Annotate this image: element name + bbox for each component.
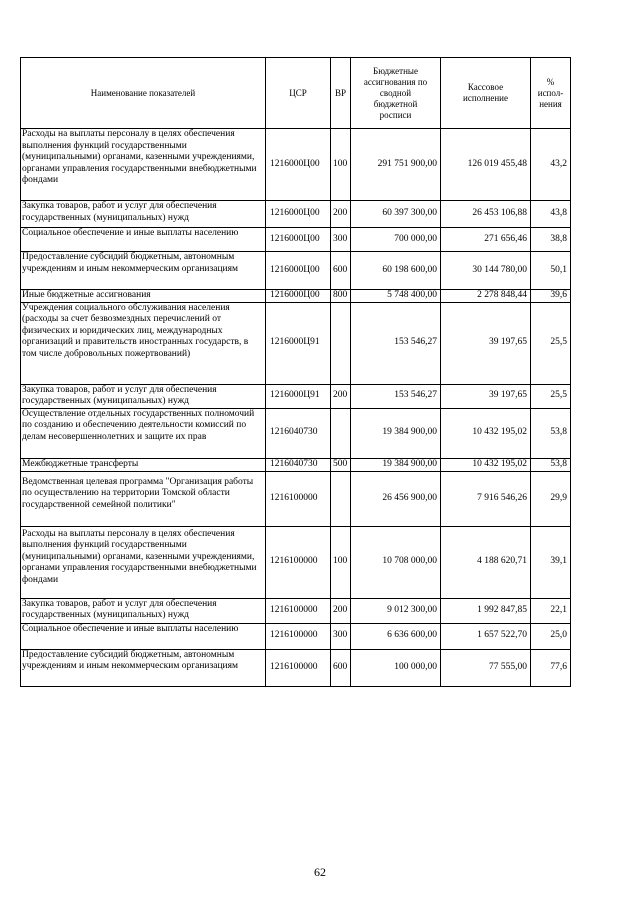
- table-row: [21, 623, 571, 649]
- header-percent: [531, 58, 571, 129]
- table-row: [21, 290, 571, 303]
- row-assignments: 60 397 300,00: [351, 201, 441, 228]
- row-name: Осуществление отдельных государственных полномочий по созданию и обеспечению деятельности комиссий по делам несовершеннолетних и защите их прав: [21, 408, 266, 458]
- row-csr: 1216100000: [266, 649, 331, 686]
- table-row: [21, 302, 571, 384]
- row-csr: 1216000Ц00: [266, 228, 331, 252]
- header-percent-line: нения: [539, 98, 562, 109]
- row-assignments: 19 384 900,00: [351, 408, 441, 458]
- row-percent: 43,2: [531, 129, 571, 201]
- row-cash: 39 197,65: [441, 384, 531, 408]
- row-name: Предоставление субсидий бюджетным, автономным учреждениям и иным некоммерческим организациям: [21, 649, 266, 686]
- header-assignments-line: бюджетной: [373, 98, 418, 109]
- row-percent: 39,6: [531, 290, 571, 303]
- budget-execution-table: [20, 57, 571, 687]
- row-assignments: 291 751 900,00: [351, 129, 441, 201]
- row-csr: 1216100000: [266, 623, 331, 649]
- row-vr: 600: [331, 252, 351, 290]
- header-cash-line: исполнение: [463, 93, 508, 103]
- row-assignments: 60 198 600,00: [351, 252, 441, 290]
- table-row: [21, 649, 571, 686]
- row-cash: 30 144 780,00: [441, 252, 531, 290]
- row-percent: 39,1: [531, 526, 571, 598]
- row-vr: [331, 471, 351, 526]
- row-vr: [331, 408, 351, 458]
- row-vr: 200: [331, 598, 351, 623]
- page-number: 62: [314, 865, 326, 879]
- header-assignments: [351, 58, 441, 129]
- row-name: Закупка товаров, работ и услуг для обеспечения государственных (муниципальных) нужд: [21, 598, 266, 623]
- row-csr: 1216000Ц00: [266, 252, 331, 290]
- row-assignments: 153 546,27: [351, 384, 441, 408]
- row-csr: 1216000Ц91: [266, 384, 331, 408]
- table-row: [21, 526, 571, 598]
- header-assignments-line: сводной: [379, 87, 412, 98]
- table-row: [21, 471, 571, 526]
- row-vr: 300: [331, 623, 351, 649]
- row-assignments: 5 748 400,00: [351, 290, 441, 303]
- header-cash-line: Кассовое: [467, 82, 504, 92]
- row-vr: 200: [331, 384, 351, 408]
- header-assignments-line: росписи: [379, 109, 412, 120]
- table-row: [21, 252, 571, 290]
- row-cash: 4 188 620,71: [441, 526, 531, 598]
- row-percent: 25,5: [531, 302, 571, 384]
- table-row: [21, 458, 571, 471]
- row-name: Предоставление субсидий бюджетным, автономным учреждениям и иным некоммерческим организациям: [21, 252, 266, 290]
- table-row: [21, 201, 571, 228]
- row-csr: 1216040730: [266, 458, 331, 471]
- row-percent: 77,6: [531, 649, 571, 686]
- row-csr: 1216000Ц00: [266, 201, 331, 228]
- row-vr: 500: [331, 458, 351, 471]
- row-percent: 22,1: [531, 598, 571, 623]
- row-name: Закупка товаров, работ и услуг для обеспечения государственных (муниципальных) нужд: [21, 384, 266, 408]
- row-assignments: 26 456 900,00: [351, 471, 441, 526]
- row-percent: 50,1: [531, 252, 571, 290]
- row-vr: 800: [331, 290, 351, 303]
- row-vr: 300: [331, 228, 351, 252]
- row-vr: 100: [331, 526, 351, 598]
- header-cash: [441, 58, 531, 129]
- row-cash: 2 278 848,44: [441, 290, 531, 303]
- row-cash: 126 019 455,48: [441, 129, 531, 201]
- row-name: Социальное обеспечение и иные выплаты населению: [21, 623, 266, 649]
- header-percent-line: % испол-: [537, 76, 564, 98]
- row-name: Учреждения социального обслуживания населения (расходы за счет безвозмездных перечислений от физических и юридических лиц, международных организаций и правительств иностранных государств, в том числе добровольных пожертвований): [21, 302, 266, 384]
- table-row: [21, 598, 571, 623]
- row-assignments: 153 546,27: [351, 302, 441, 384]
- row-cash: 77 555,00: [441, 649, 531, 686]
- table-row: [21, 129, 571, 201]
- row-csr: 1216100000: [266, 598, 331, 623]
- row-name: Социальное обеспечение и иные выплаты населению: [21, 228, 266, 252]
- row-vr: 200: [331, 201, 351, 228]
- row-csr: 1216040730: [266, 408, 331, 458]
- row-name: Расходы на выплаты персоналу в целях обеспечения выполнения функций государственными (муниципальными) органами, казенными учреждениями, органами управления государственными внебюджетными фондами: [21, 129, 266, 201]
- row-csr: 1216000Ц00: [266, 290, 331, 303]
- row-assignments: 10 708 000,00: [351, 526, 441, 598]
- row-cash: 271 656,46: [441, 228, 531, 252]
- row-assignments: 19 384 900,00: [351, 458, 441, 471]
- row-cash: 1 657 522,70: [441, 623, 531, 649]
- row-csr: 1216000Ц91: [266, 302, 331, 384]
- table-row: [21, 384, 571, 408]
- table-row: [21, 408, 571, 458]
- row-name: Расходы на выплаты персоналу в целях обеспечения выполнения функций государственными (муниципальными) органами, казенными учреждениями, органами управления государственными внебюджетными фондами: [21, 526, 266, 598]
- header-csr: ЦСР: [266, 58, 331, 129]
- row-cash: 26 453 106,88: [441, 201, 531, 228]
- row-assignments: 6 636 600,00: [351, 623, 441, 649]
- row-cash: 10 432 195,02: [441, 458, 531, 471]
- header-name: Наименование показателей: [21, 58, 266, 129]
- row-vr: 600: [331, 649, 351, 686]
- row-cash: 7 916 546,26: [441, 471, 531, 526]
- header-assignments-line: Бюджетные: [373, 65, 418, 76]
- row-csr: 1216000Ц00: [266, 129, 331, 201]
- table-row: [21, 228, 571, 252]
- row-assignments: 100 000,00: [351, 649, 441, 686]
- row-assignments: 9 012 300,00: [351, 598, 441, 623]
- row-percent: 25,0: [531, 623, 571, 649]
- row-percent: 53,8: [531, 408, 571, 458]
- row-vr: [331, 302, 351, 384]
- row-percent: 43,8: [531, 201, 571, 228]
- row-name: Ведомственная целевая программа "Организация работы по осуществлению на территории Томской области государственной семейной политики": [21, 471, 266, 526]
- row-cash: 1 992 847,85: [441, 598, 531, 623]
- row-name: Иные бюджетные ассигнования: [21, 290, 266, 303]
- row-name: Межбюджетные трансферты: [21, 458, 266, 471]
- row-percent: 25,5: [531, 384, 571, 408]
- row-cash: 10 432 195,02: [441, 408, 531, 458]
- row-percent: 38,8: [531, 228, 571, 252]
- header-assignments-line: ассигнования по: [363, 76, 428, 87]
- row-vr: 100: [331, 129, 351, 201]
- row-percent: 29,9: [531, 471, 571, 526]
- table-header-row: [21, 58, 571, 129]
- row-csr: 1216100000: [266, 471, 331, 526]
- row-cash: 39 197,65: [441, 302, 531, 384]
- row-name: Закупка товаров, работ и услуг для обеспечения государственных (муниципальных) нужд: [21, 201, 266, 228]
- row-percent: 53,8: [531, 458, 571, 471]
- header-vr: ВР: [331, 58, 351, 129]
- row-csr: 1216100000: [266, 526, 331, 598]
- row-assignments: 700 000,00: [351, 228, 441, 252]
